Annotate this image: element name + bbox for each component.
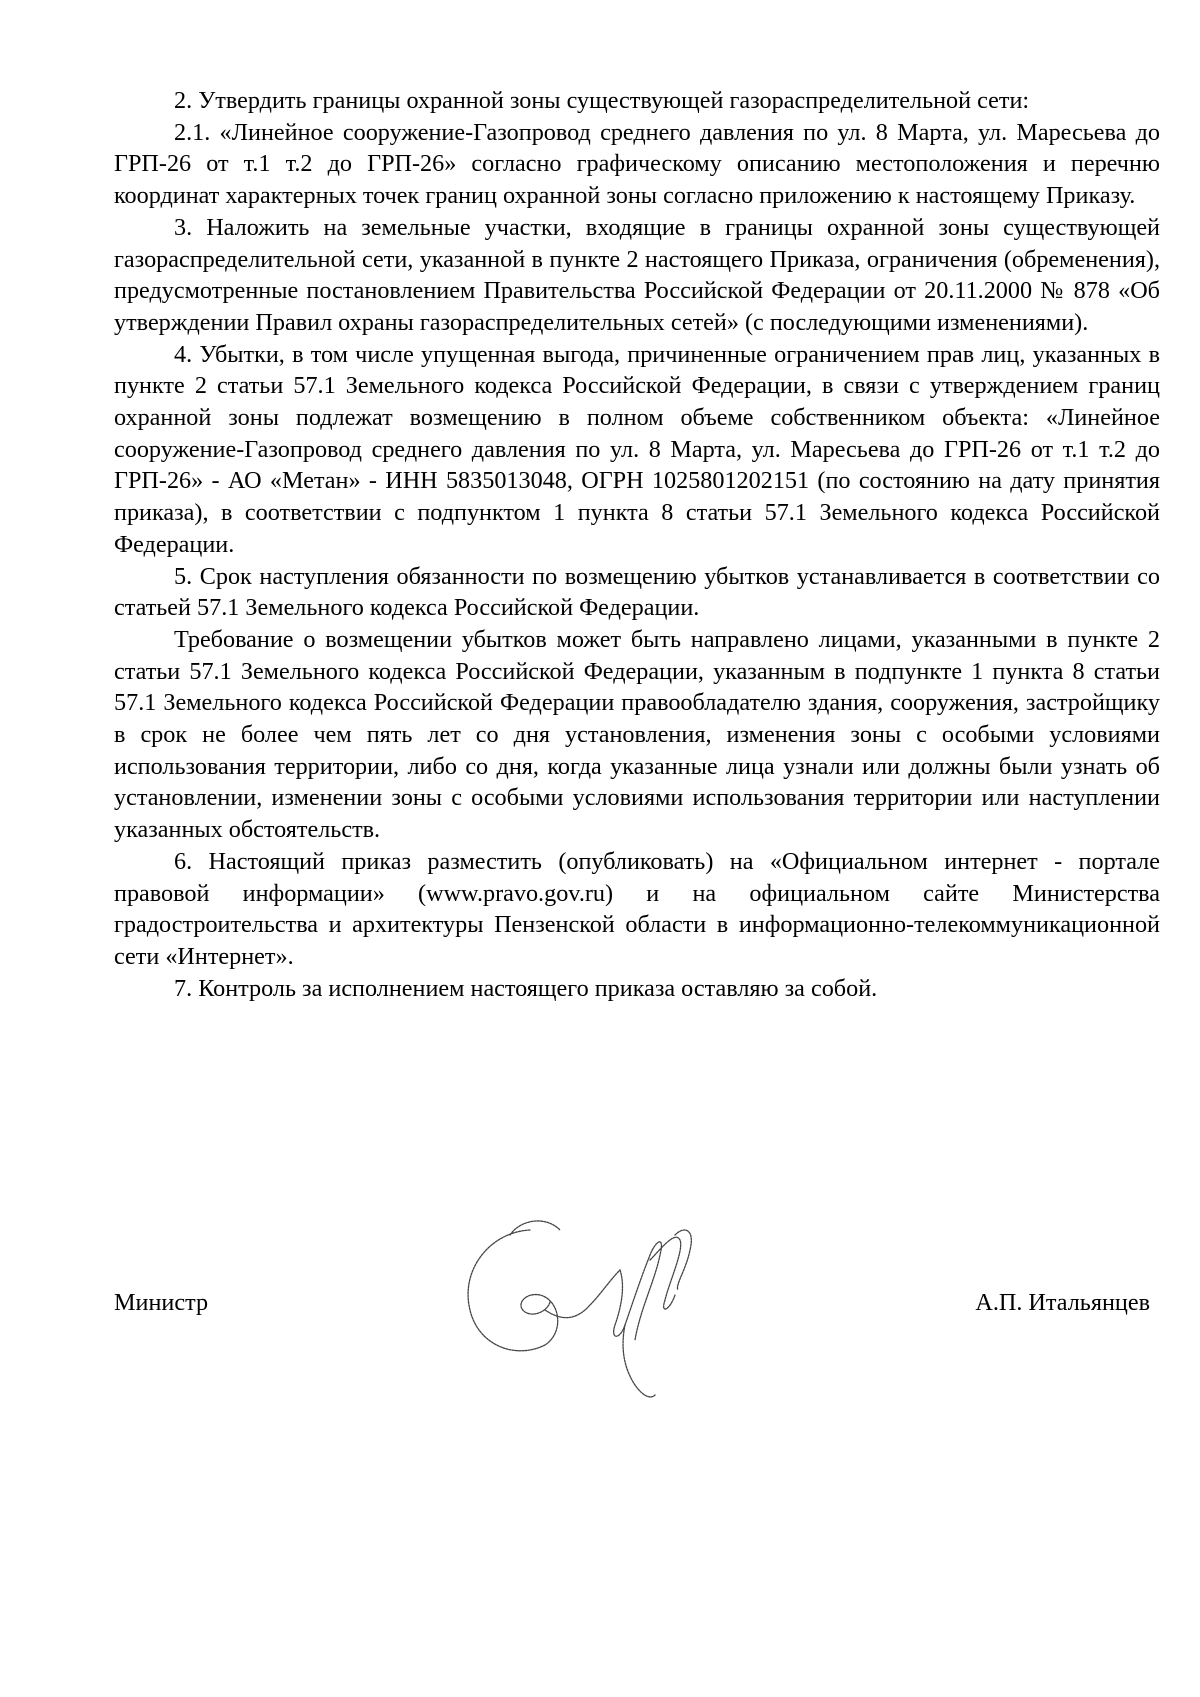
paragraph-item-7: 7. Контроль за исполнением настоящего приказа оставляю за собой. <box>174 974 878 1002</box>
paragraph-item-2: 2. Утвердить границы охранной зоны существующей газораспределительной сети: <box>174 87 1030 114</box>
handwritten-signature <box>460 1210 730 1400</box>
paragraph-item-6: 6. Настоящий приказ разместить (опубликовать) на «Официальном интернет - портале правовой информации» (www.pravo.gov.ru) и на официальном сайте Министерства градостроительства и архитектуры Пензенской области в информационно-телекоммуникационной сети «Интернет». <box>114 847 1160 970</box>
signer-position: Министр <box>114 1289 209 1316</box>
paragraph-item-2-1: 2.1. «Линейное сооружение-Газопровод среднего давления по ул. 8 Марта, ул. Маресьева до ГРП-26 от т.1 т.2 до ГРП-26» согласно графическому описанию местоположения и перечню координат характерных точек границ охранной зоны согласно приложению к настоящему Приказу. <box>114 118 1160 210</box>
signer-name: А.П. Итальянцев <box>975 1289 1150 1316</box>
paragraph-item-5: 5. Срок наступления обязанности по возмещению убытков устанавливается в соответствии со статьей 57.1 Земельного кодекса Российской Федерации. <box>114 562 1160 622</box>
paragraph-item-4: 4. Убытки, в том числе упущенная выгода, причиненные ограничением прав лиц, указанных в пункте 2 статьи 57.1 Земельного кодекса Российской Федерации, в связи с утверждением границ охранной зоны подлежат возмещению в полном объеме собственником объекта: «Линейное сооружение-Газопровод среднего давления по ул. 8 Марта, ул. Маресьева до ГРП-26 от т.1 т.2 до ГРП-26» - АО «Метан» - ИНН 5835013048, ОГРН 1025801202151 (по состоянию на дату принятия приказа), в соответствии с подпунктом 1 пункта 8 статьи 57.1 Земельного кодекса Российской Федерации. <box>114 340 1160 558</box>
document-body <box>114 85 1160 1004</box>
paragraph-claim-requirement: Требование о возмещении убытков может быть направлено лицами, указанными в пункте 2 статьи 57.1 Земельного кодекса Российской Федерации, указанным в подпункте 1 пункта 8 статьи 57.1 Земельного кодекса Российской Федерации правообладателю здания, сооружения, застройщику в срок не более чем пять лет со дня установления, изменения зоны с особыми условиями использования территории, либо со дня, когда указанные лица узнали или должны были узнать об установлении, изменении зоны с особыми условиями использования территории или наступлении указанных обстоятельств. <box>114 625 1160 844</box>
paragraph-item-3: 3. Наложить на земельные участки, входящие в границы охранной зоны существующей газораспределительной сети, указанной в пункте 2 настоящего Приказа, ограничения (обременения), предусмотренные постановлением Правительства Российской Федерации от 20.11.2000 № 878 «Об утверждении Правил охраны газораспределительных сетей» (с последующими изменениями). <box>114 213 1160 336</box>
